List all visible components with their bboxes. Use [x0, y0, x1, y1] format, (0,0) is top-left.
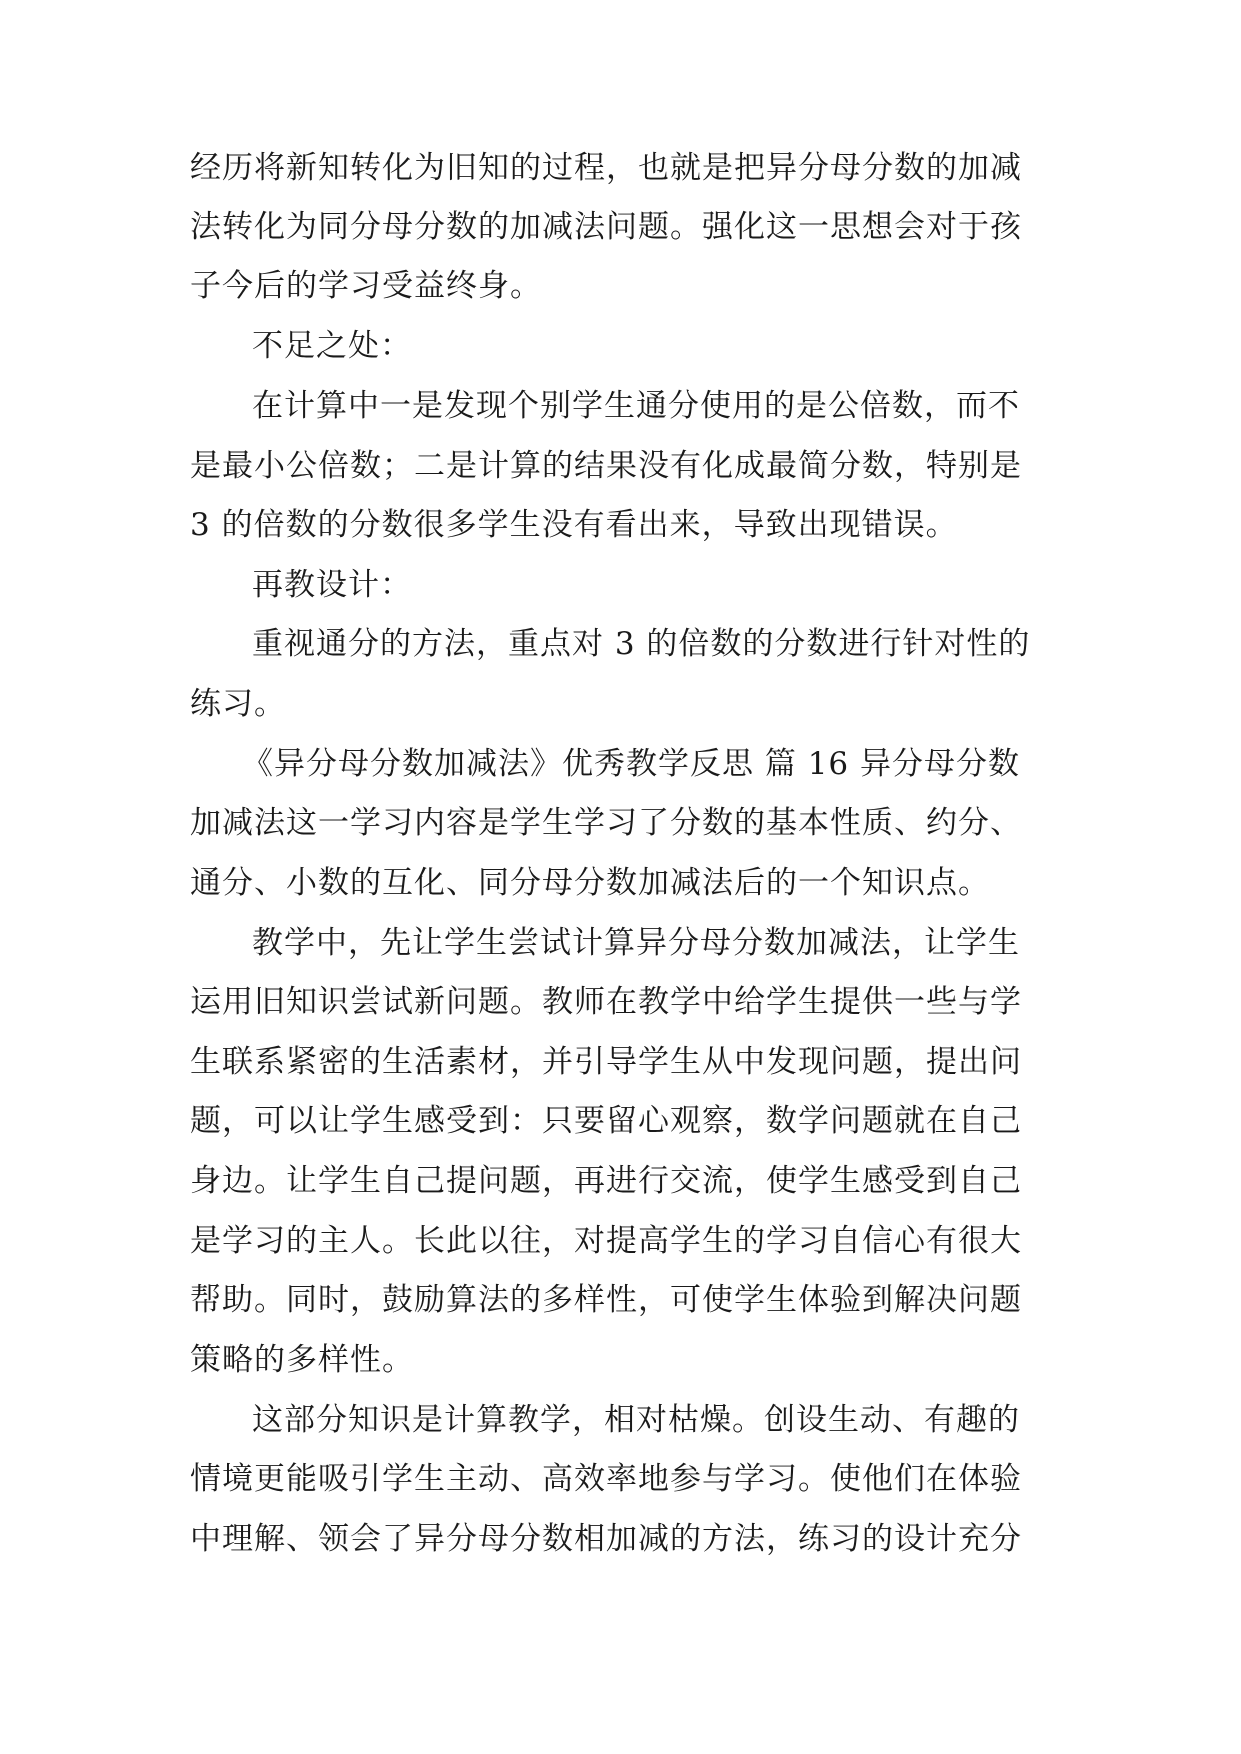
text-line: 子今后的学习受益终身。	[190, 268, 542, 304]
text-line: 不足之处：	[252, 328, 412, 364]
text-line: 题，可以让学生感受到：只要留心观察，数学问题就在自己	[190, 1103, 1022, 1139]
text-line: 3 的倍数的分数很多学生没有看出来，导致出现错误。	[190, 507, 958, 543]
text-line: 法转化为同分母分数的加减法问题。强化这一思想会对于孩	[190, 209, 1022, 245]
text-line: 中理解、领会了异分母分数相加减的方法，练习的设计充分	[190, 1521, 1022, 1557]
text-line: 教学中，先让学生尝试计算异分母分数加减法，让学生	[252, 925, 1020, 961]
text-line: 是最小公倍数；二是计算的结果没有化成最简分数，特别是	[190, 448, 1022, 484]
text-line: 加减法这一学习内容是学生学习了分数的基本性质、约分、	[190, 805, 1022, 841]
text-line: 再教设计：	[252, 567, 412, 603]
text-line: 生联系紧密的生活素材，并引导学生从中发现问题，提出问	[190, 1044, 1022, 1080]
text-line: 这部分知识是计算教学，相对枯燥。创设生动、有趣的	[252, 1402, 1020, 1438]
text-line: 运用旧知识尝试新问题。教师在教学中给学生提供一些与学	[190, 984, 1022, 1020]
text-line: 练习。	[190, 686, 286, 722]
text-line: 《异分母分数加减法》优秀教学反思 篇 16 异分母分数	[242, 746, 1021, 782]
text-line: 策略的多样性。	[190, 1342, 414, 1378]
text-line: 是学习的主人。长此以往，对提高学生的学习自信心有很大	[190, 1223, 1022, 1259]
text-line: 帮助。同时，鼓励算法的多样性，可使学生体验到解决问题	[190, 1282, 1022, 1318]
text-line: 通分、小数的互化、同分母分数加减法后的一个知识点。	[190, 865, 990, 901]
text-line: 经历将新知转化为旧知的过程，也就是把异分母分数的加减	[190, 150, 1022, 186]
text-line: 身边。让学生自己提问题，再进行交流，使学生感受到自己	[190, 1163, 1022, 1199]
text-line: 情境更能吸引学生主动、高效率地参与学习。使他们在体验	[190, 1461, 1022, 1497]
text-line: 在计算中一是发现个别学生通分使用的是公倍数，而不	[252, 388, 1020, 424]
text-line: 重视通分的方法，重点对 3 的倍数的分数进行针对性的	[252, 626, 1031, 662]
